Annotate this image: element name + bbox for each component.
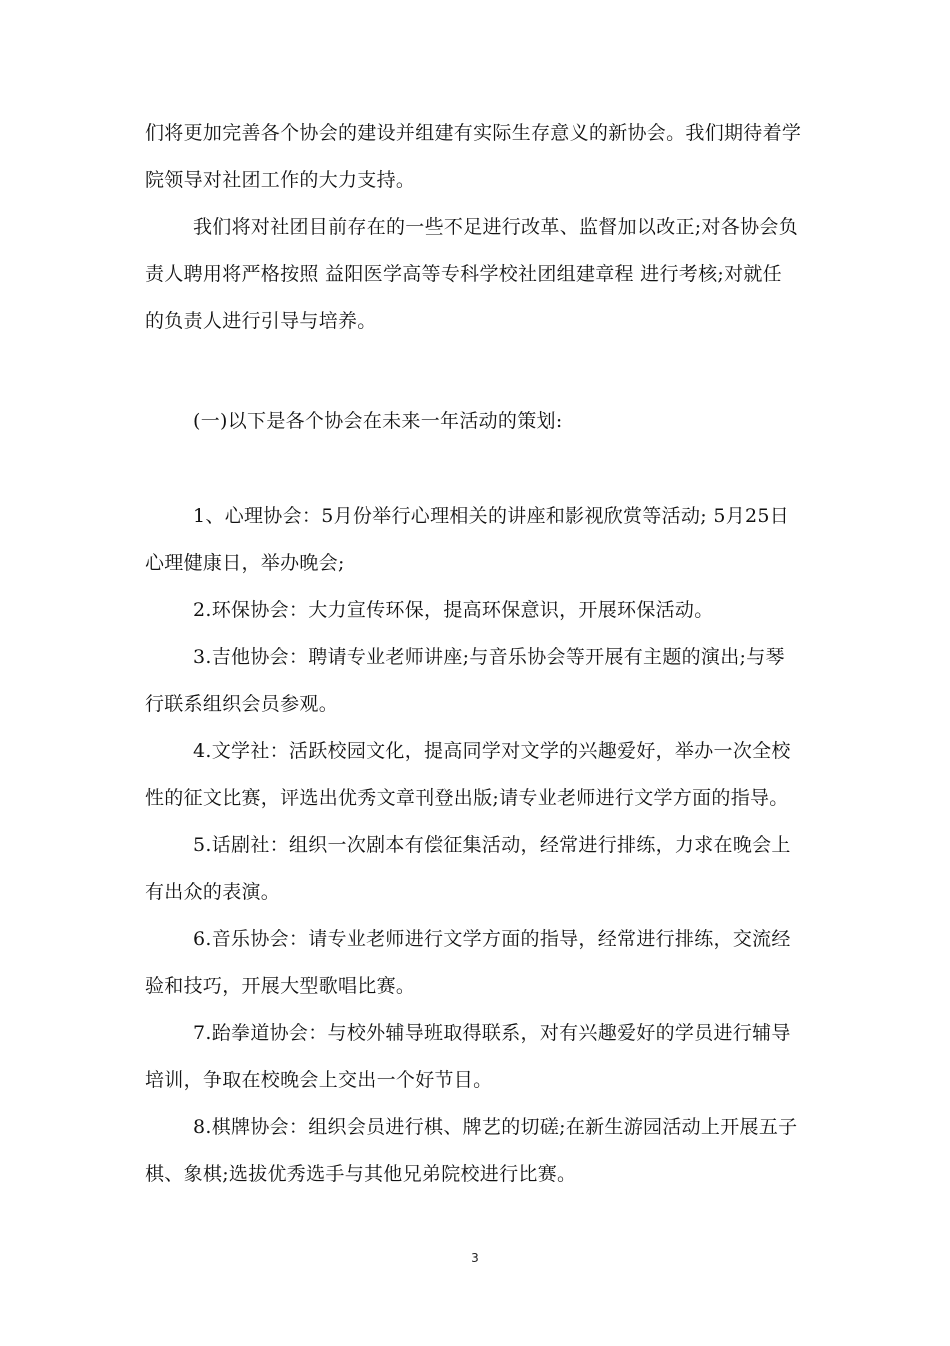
paragraph-continuation — [145, 110, 807, 204]
list-item-continuation: 培训，争取在校晚会上交出一个好节目。 — [145, 1069, 493, 1091]
text-line: 我们将对社团目前存在的一些不足进行改革、监督加以改正;对各协会负 — [193, 216, 799, 238]
list-item: 5.话剧社：组织一次剧本有偿征集活动，经常进行排练，力求在晚会上 — [193, 834, 791, 856]
list-item-continuation: 有出众的表演。 — [145, 881, 281, 903]
list-item: 6.音乐协会：请专业老师进行文学方面的指导，经常进行排练，交流经 — [193, 928, 791, 950]
page-number: 3 — [471, 1251, 479, 1265]
list-item: 2.环保协会：大力宣传环保，提高环保意识，开展环保活动。 — [193, 599, 714, 621]
text-line: 责人聘用将严格按照 益阳医学高等专科学校社团组建章程 进行考核;对就任 — [145, 263, 782, 285]
text-line: 院领导对社团工作的大力支持。 — [145, 169, 416, 191]
text-line: 们将更加完善各个协会的建设并组建有实际生存意义的新协会。我们期待着学 — [145, 122, 802, 144]
section-heading — [145, 398, 807, 445]
list-item: 7.跆拳道协会：与校外辅导班取得联系，对有兴趣爱好的学员进行辅导 — [193, 1022, 791, 1044]
list-item: 1、心理协会：5月份举行心理相关的讲座和影视欣赏等活动; 5月25日 — [193, 505, 790, 527]
list-item: 4.文学社：活跃校园文化，提高同学对文学的兴趣爱好，举办一次全校 — [193, 740, 791, 762]
activity-list — [145, 493, 807, 1198]
list-item-continuation: 棋、象棋;选拔优秀选手与其他兄弟院校进行比赛。 — [145, 1163, 577, 1185]
list-item-continuation: 性的征文比赛，评选出优秀文章刊登出版;请专业老师进行文学方面的指导。 — [145, 787, 789, 809]
list-item: 3.吉他协会：聘请专业老师讲座;与音乐协会等开展有主题的演出;与琴 — [193, 646, 785, 668]
text-line: 的负责人进行引导与培养。 — [145, 310, 377, 332]
paragraph-reform — [145, 204, 807, 345]
list-item-continuation: 行联系组织会员参观。 — [145, 693, 339, 715]
list-item-continuation: 验和技巧，开展大型歌唱比赛。 — [145, 975, 416, 997]
list-item-continuation: 心理健康日，举办晚会; — [145, 552, 345, 574]
list-item: 8.棋牌协会：组织会员进行棋、牌艺的切磋;在新生游园活动上开展五子 — [193, 1116, 798, 1138]
section-heading-text: (一)以下是各个协会在未来一年活动的策划: — [193, 410, 563, 432]
